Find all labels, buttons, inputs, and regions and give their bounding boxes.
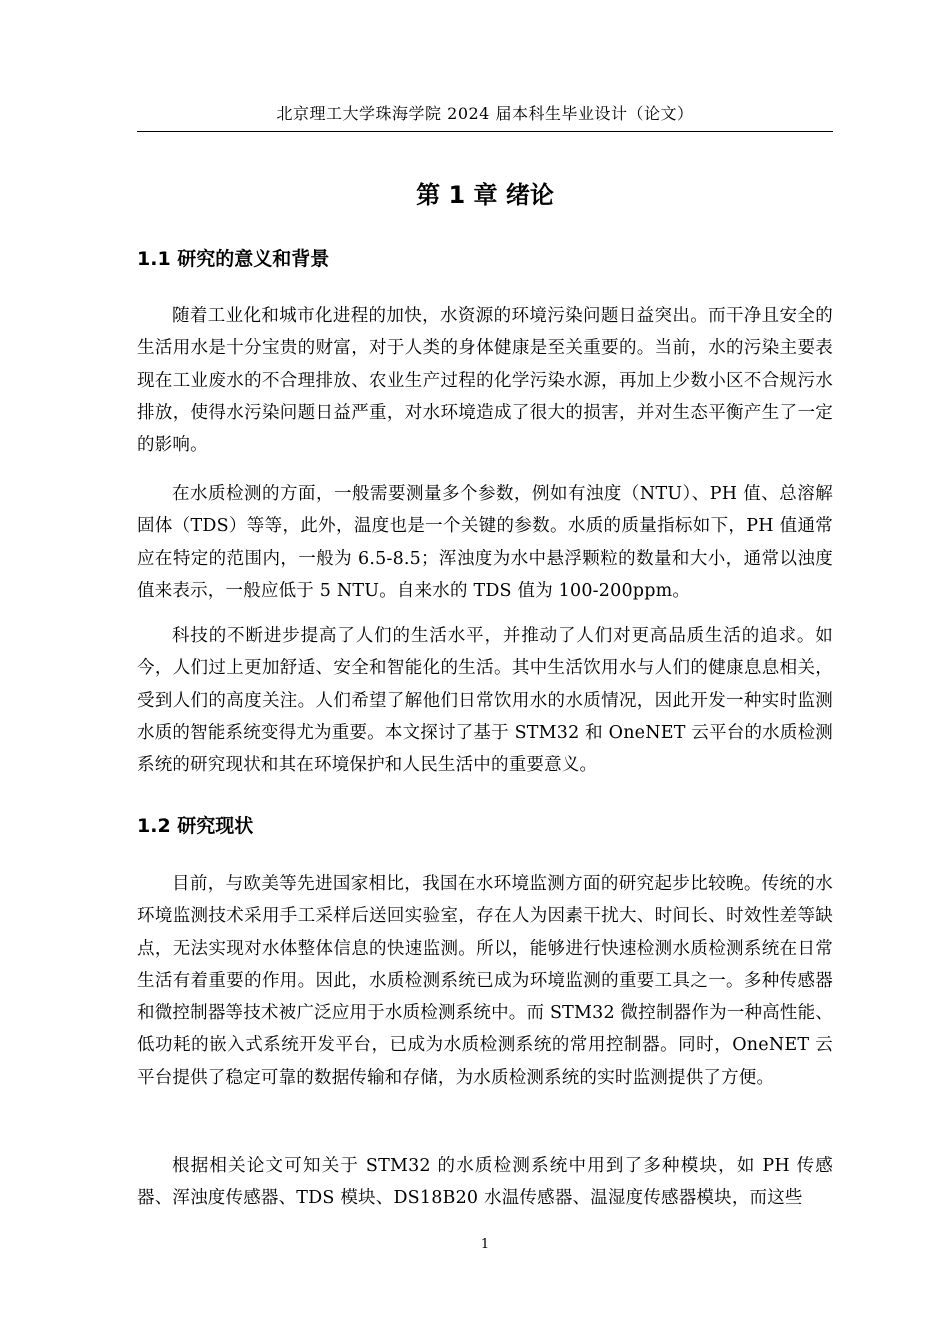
paragraph: 根据相关论文可知关于 STM32 的水质检测系统中用到了多种模块，如 PH 传感器、浑浊度传感器、TDS 模块、DS18B20 水温传感器、温湿度传感器模块，而这些 bbox=[137, 1156, 833, 1209]
header-divider bbox=[137, 131, 833, 132]
paragraph: 在水质检测的方面，一般需要测量多个参数，例如有浊度（NTU）、PH 值、总溶解固体（TDS）等等，此外，温度也是一个关键的参数。水质的质量指标如下，PH 值通常应在特定的范围内，一般为 6.5-8.5；浑浊度为水中悬浮颗粒的数量和大小，通常以浊度值来表示，一般应低于 5 NTU。自来水的 TDS 值为 100-200ppm。 bbox=[137, 484, 833, 601]
section-title-1-1: 1.1 研究的意义和背景 bbox=[137, 248, 330, 270]
page-number: 1 bbox=[480, 1237, 490, 1252]
paragraph: 目前，与欧美等先进国家相比，我国在水环境监测方面的研究起步比较晚。传统的水环境监测技术采用手工采样后送回实验室，存在人为因素干扰大、时间长、时效性差等缺点，无法实现对水体整体信息的快速监测。所以，能够进行快速检测水质检测系统在日常生活有着重要的作用。因此，水质检测系统已成为环境监测的重要工具之一。多种传感器和微控制器等技术被广泛应用于水质检测系统中。而 STM32 微控制器作为一种高性能、低功耗的嵌入式系统开发平台，已成为水质检测系统的常用控制器。同时，OneNET 云平台提供了稳定可靠的数据传输和存储，为水质检测系统的实时监测提供了方便。 bbox=[137, 874, 833, 1088]
paragraph: 随着工业化和城市化进程的加快，水资源的环境污染问题日益突出。而干净且安全的生活用水是十分宝贵的财富，对于人类的身体健康是至关重要的。当前，水的污染主要表现在工业废水的不合理排放、农业生产过程的化学污染水源，再加上少数小区不合规污水排放，使得水污染问题日益严重，对水环境造成了很大的损害，并对生态平衡产生了一定的影响。 bbox=[137, 306, 833, 456]
chapter-title: 第 1 章 绪论 bbox=[416, 181, 554, 209]
paragraph: 科技的不断进步提高了人们的生活水平，并推动了人们对更高品质生活的追求。如今，人们过上更加舒适、安全和智能化的生活。其中生活饮用水与人们的健康息息相关，受到人们的高度关注。人们希望了解他们日常饮用水的水质情况，因此开发一种实时监测水质的智能系统变得尤为重要。本文探讨了基于 STM32 和 OneNET 云平台的水质检测系统的研究现状和其在环境保护和人民生活中的重要意义。 bbox=[137, 626, 833, 776]
section-title-1-2: 1.2 研究现状 bbox=[137, 815, 254, 837]
running-header: 北京理工大学珠海学院 2024 届本科生毕业设计（论文） bbox=[276, 104, 694, 123]
